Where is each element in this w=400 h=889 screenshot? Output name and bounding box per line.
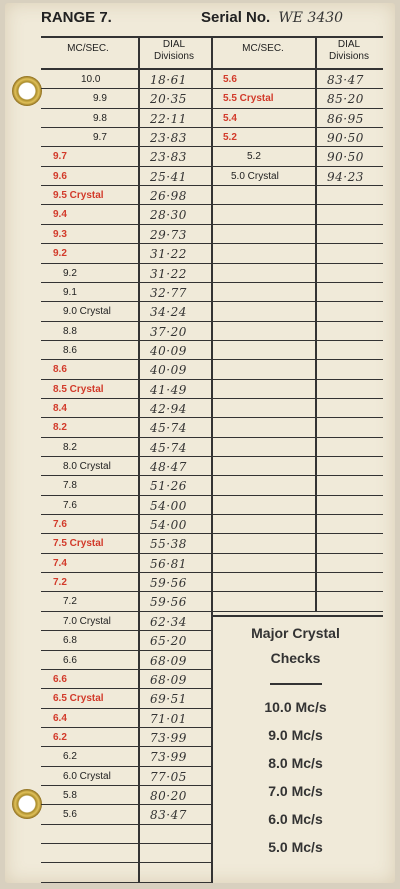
- check-item: 7.0 Mc/s: [268, 783, 323, 799]
- mc-cell: 9.4: [53, 209, 67, 221]
- row-divider: [41, 127, 211, 128]
- row-divider: [211, 263, 383, 264]
- mc-cell: 6.4: [53, 712, 67, 724]
- mc-cell: 6.2: [53, 731, 67, 743]
- left-mc-header: MC/SEC.: [67, 43, 109, 54]
- mc-cell: 7.6: [53, 519, 67, 531]
- mc-cell: 5.8: [63, 789, 77, 801]
- mc-cell: 7.8: [63, 480, 77, 492]
- dial-cell: 68·09: [150, 672, 187, 687]
- mc-cell: 9.2: [53, 248, 67, 260]
- dial-cell: 51·26: [150, 479, 187, 494]
- dial-cell: 62·34: [150, 614, 187, 629]
- mc-cell: 6.0 Crystal: [63, 770, 111, 782]
- row-divider: [41, 456, 211, 457]
- dial-cell: 26·98: [150, 189, 187, 204]
- row-divider: [41, 437, 211, 438]
- dial-cell: 69·51: [150, 692, 187, 707]
- row-divider: [41, 263, 211, 264]
- mc-cell: 6.6: [63, 654, 77, 666]
- row-divider: [211, 495, 383, 496]
- mc-cell: 9.0 Crystal: [63, 306, 111, 318]
- row-divider: [41, 146, 211, 147]
- row-divider: [211, 282, 383, 283]
- dial-cell: 29·73: [150, 227, 187, 242]
- dial-cell: 42·94: [150, 401, 187, 416]
- row-divider: [41, 843, 211, 844]
- row-divider: [41, 495, 211, 496]
- row-divider: [41, 746, 211, 747]
- row-divider: [211, 591, 383, 592]
- row-divider: [41, 824, 211, 825]
- row-divider: [41, 572, 211, 573]
- row-divider: [41, 398, 211, 399]
- dial-cell: 23·83: [150, 131, 187, 146]
- row-divider: [211, 146, 383, 147]
- dial-cell: 54·00: [150, 498, 187, 513]
- row-divider: [41, 688, 211, 689]
- mc-cell: 8.6: [53, 364, 67, 376]
- row-divider: [211, 204, 383, 205]
- right-dial-header-2: Divisions: [328, 51, 369, 62]
- mc-cell: 7.2: [63, 596, 77, 608]
- dial-cell: 34·24: [150, 305, 187, 320]
- checks-divider: [270, 683, 322, 685]
- left-dial-divider: [138, 36, 140, 883]
- dial-cell: 23·83: [150, 150, 187, 165]
- mc-cell: 6.6: [53, 673, 67, 685]
- row-divider: [211, 224, 383, 225]
- left-dial-header-2: Divisions: [153, 51, 194, 62]
- mc-cell: 9.8: [93, 112, 107, 124]
- mc-cell: 5.0 Crystal: [231, 170, 279, 182]
- row-divider: [211, 379, 383, 380]
- dial-cell: 90·50: [327, 131, 364, 146]
- row-divider: [41, 514, 211, 515]
- mc-cell: 7.4: [53, 557, 67, 569]
- serial-value: WE 3430: [278, 10, 344, 26]
- row-divider: [41, 862, 211, 863]
- row-divider: [41, 243, 211, 244]
- mc-cell: 8.6: [63, 344, 77, 356]
- row-divider: [41, 321, 211, 322]
- mc-cell: 9.6: [53, 170, 67, 182]
- dial-cell: 71·01: [150, 711, 187, 726]
- row-divider: [41, 650, 211, 651]
- serial-label-wrap: [201, 9, 343, 26]
- range-title: RANGE 7.: [41, 9, 112, 26]
- row-divider: [41, 340, 211, 341]
- row-divider: [41, 669, 211, 670]
- mc-cell: 9.7: [93, 132, 107, 144]
- right-dial-divider: [315, 36, 317, 612]
- dial-cell: 86·95: [327, 111, 364, 126]
- row-divider: [41, 708, 211, 709]
- mc-cell: 8.4: [53, 402, 67, 414]
- checks-title-1: Major Crystal: [251, 625, 340, 641]
- row-divider: [41, 804, 211, 805]
- dial-cell: 25·41: [150, 169, 187, 184]
- row-divider: [211, 127, 383, 128]
- mc-cell: 5.2: [247, 151, 261, 163]
- mc-cell: 5.6: [223, 74, 237, 85]
- card-header: [5, 9, 395, 33]
- dial-cell: 41·49: [150, 382, 187, 397]
- mc-cell: 9.9: [93, 93, 107, 105]
- row-divider: [41, 882, 211, 883]
- mc-cell: 8.2: [63, 441, 77, 453]
- dial-cell: 80·20: [150, 788, 187, 803]
- row-divider: [41, 785, 211, 786]
- row-divider: [41, 88, 211, 89]
- check-item: 10.0 Mc/s: [264, 699, 327, 715]
- dial-cell: 59·56: [150, 576, 187, 591]
- dial-cell: 45·74: [150, 440, 187, 455]
- dial-cell: 31·22: [150, 266, 187, 281]
- dial-cell: 55·38: [150, 537, 187, 552]
- mc-cell: 9.3: [53, 228, 67, 240]
- row-divider: [41, 533, 211, 534]
- row-divider: [41, 553, 211, 554]
- mc-cell: 6.2: [63, 751, 77, 763]
- mc-cell: 7.6: [63, 499, 77, 511]
- dial-cell: 83·47: [327, 73, 364, 87]
- row-divider: [41, 417, 211, 418]
- check-item: 6.0 Mc/s: [268, 811, 323, 827]
- row-divider: [211, 243, 383, 244]
- mc-cell: 9.2: [63, 267, 77, 279]
- row-divider: [41, 166, 211, 167]
- mc-cell: 5.5 Crystal: [223, 93, 274, 105]
- dial-cell: 59·56: [150, 595, 187, 610]
- row-divider: [211, 166, 383, 167]
- mc-cell: 8.2: [53, 422, 67, 434]
- dial-cell: 85·20: [327, 92, 364, 107]
- dial-cell: 32·77: [150, 285, 187, 300]
- mc-cell: 5.4: [223, 112, 237, 124]
- row-divider: [41, 591, 211, 592]
- mc-cell: 8.0 Crystal: [63, 461, 111, 472]
- dial-cell: 40·09: [150, 363, 187, 378]
- dial-cell: 20·35: [150, 92, 187, 107]
- right-mc-header: MC/SEC.: [242, 43, 284, 54]
- dial-cell: 22·11: [150, 111, 187, 126]
- check-item: 5.0 Mc/s: [268, 839, 323, 855]
- dial-cell: 94·23: [327, 169, 364, 184]
- dial-cell: 40·09: [150, 343, 187, 358]
- row-divider: [211, 456, 383, 457]
- row-divider: [41, 204, 211, 205]
- row-divider: [211, 301, 383, 302]
- row-divider: [41, 185, 211, 186]
- dial-cell: 37·20: [150, 324, 187, 339]
- dial-cell: 31·22: [150, 247, 187, 262]
- row-divider: [211, 398, 383, 399]
- row-divider: [211, 185, 383, 186]
- dial-cell: 77·05: [150, 769, 187, 784]
- mc-cell: 7.0 Crystal: [63, 615, 111, 627]
- mc-cell: 6.8: [63, 635, 77, 647]
- dial-cell: 73·99: [150, 750, 187, 765]
- row-divider: [41, 379, 211, 380]
- row-divider: [41, 108, 211, 109]
- punch-hole-bottom: [12, 789, 42, 819]
- dial-cell: 65·20: [150, 634, 187, 649]
- row-divider: [211, 437, 383, 438]
- dial-cell: 68·09: [150, 653, 187, 668]
- mc-cell: 7.5 Crystal: [53, 538, 104, 550]
- mc-cell: 7.2: [53, 577, 67, 589]
- dial-cell: 54·00: [150, 518, 187, 533]
- row-divider: [41, 301, 211, 302]
- mc-cell: 5.2: [223, 132, 237, 144]
- dial-cell: 83·47: [150, 808, 187, 823]
- check-item: 9.0 Mc/s: [268, 727, 323, 743]
- left-dial-header-1: DIAL: [162, 39, 186, 50]
- mc-cell: 5.6: [63, 809, 77, 821]
- punch-hole-top: [12, 76, 42, 106]
- row-divider: [211, 514, 383, 515]
- row-divider: [211, 340, 383, 341]
- mc-cell: 8.8: [63, 325, 77, 337]
- row-divider: [41, 475, 211, 476]
- dial-cell: 18·61: [150, 73, 187, 87]
- range-card: [5, 3, 395, 883]
- row-divider: [211, 417, 383, 418]
- row-divider: [211, 108, 383, 109]
- row-divider: [211, 359, 383, 360]
- row-divider: [41, 766, 211, 767]
- mc-cell: 10.0: [81, 74, 101, 85]
- mc-cell: 6.5 Crystal: [53, 693, 104, 705]
- dial-cell: 45·74: [150, 421, 187, 436]
- dial-cell: 90·50: [327, 150, 364, 165]
- serial-label: Serial No.: [201, 9, 271, 26]
- row-divider: [211, 88, 383, 89]
- dial-cell: 28·30: [150, 208, 187, 223]
- row-divider: [41, 359, 211, 360]
- mc-cell: 9.1: [63, 286, 77, 298]
- row-divider: [41, 224, 211, 225]
- row-divider: [211, 572, 383, 573]
- row-divider: [211, 553, 383, 554]
- dial-cell: 56·81: [150, 556, 187, 571]
- row-divider: [41, 630, 211, 631]
- check-item: 8.0 Mc/s: [268, 755, 323, 771]
- dial-cell: 48·47: [150, 460, 187, 474]
- row-divider: [211, 321, 383, 322]
- mc-cell: 9.5 Crystal: [53, 190, 104, 202]
- checks-title-2: Checks: [270, 650, 321, 666]
- row-divider: [41, 611, 211, 612]
- mc-cell: 9.7: [53, 151, 67, 163]
- dial-cell: 73·99: [150, 730, 187, 745]
- row-divider: [211, 611, 383, 612]
- row-divider: [41, 727, 211, 728]
- mc-cell: 8.5 Crystal: [53, 383, 104, 395]
- row-divider: [211, 533, 383, 534]
- right-dial-header-1: DIAL: [337, 39, 361, 50]
- major-crystal-checks: [208, 615, 383, 875]
- row-divider: [211, 475, 383, 476]
- row-divider: [41, 282, 211, 283]
